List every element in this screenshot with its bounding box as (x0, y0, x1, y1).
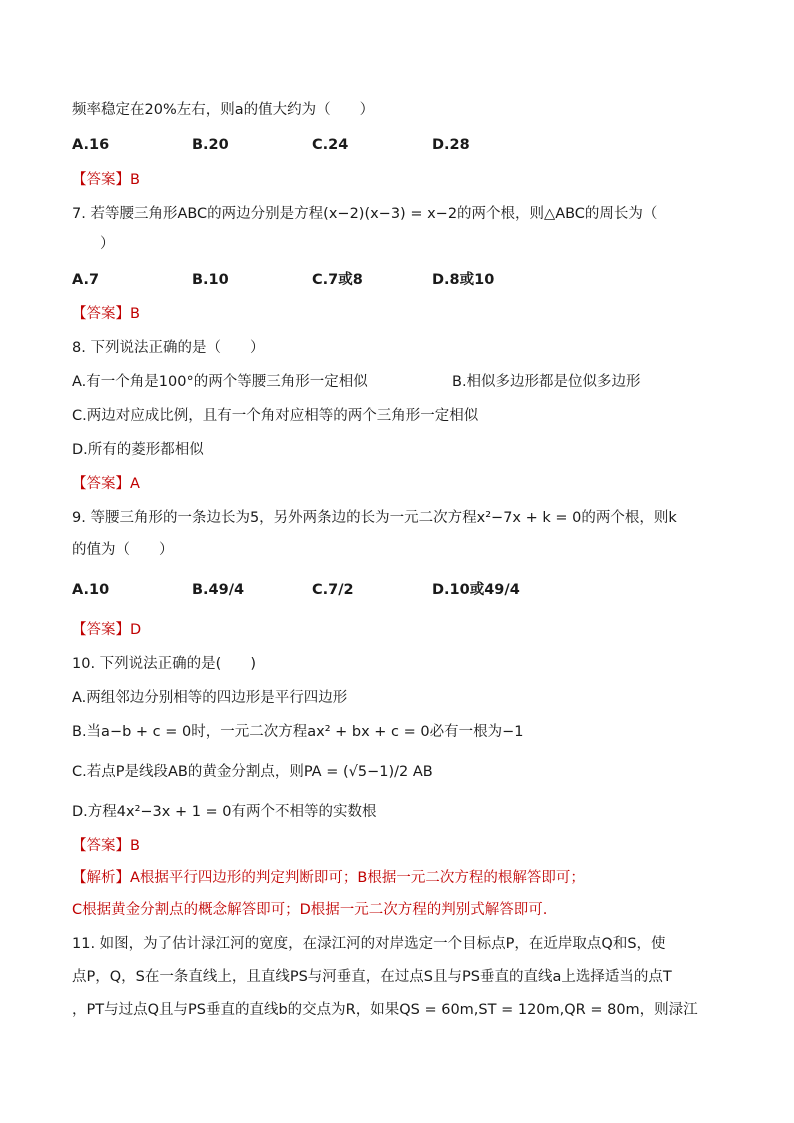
q7-stem-line2: ） (100, 236, 115, 252)
q6-option-a: A.16 (72, 137, 110, 153)
q9-option-d: D.10或49/4 (432, 582, 520, 598)
q7-option-c: C.7或8 (312, 272, 363, 288)
q8-option-b: B.相似多边形都是位似多边形 (452, 374, 641, 390)
q6-stem-tail: 频率稳定在20%左右，则a的值大约为（ ） (72, 102, 375, 118)
q10-stem: 10. 下列说法正确的是( ) (72, 656, 256, 672)
q9-stem-line1: 9. 等腰三角形的一条边长为5，另外两条边的长为一元二次方程x²−7x + k = 0的两个根，则k (72, 510, 677, 526)
q10-option-b: B.当a−b + c = 0时，一元二次方程ax² + bx + c = 0必有一根为−1 (72, 724, 524, 740)
q8-option-a: A.有一个角是100°的两个等腰三角形一定相似 (72, 374, 368, 390)
q8-option-d: D.所有的菱形都相似 (72, 442, 204, 458)
q10-analysis-line1: 【解析】A根据平行四边形的判定判断即可；B根据一元二次方程的根解答即可； (72, 870, 585, 886)
q6-option-b: B.20 (192, 137, 229, 153)
q6-option-d: D.28 (432, 137, 470, 153)
q11-stem-line1: 11. 如图，为了估计渌江河的宽度，在渌江河的对岸选定一个目标点P，在近岸取点Q和S，使 (72, 936, 666, 952)
q10-option-d: D.方程4x²−3x + 1 = 0有两个不相等的实数根 (72, 804, 377, 820)
q8-answer: 【答案】A (72, 476, 140, 492)
q8-option-c: C.两边对应成比例，且有一个角对应相等的两个三角形一定相似 (72, 408, 479, 424)
q7-option-a: A.7 (72, 272, 100, 288)
q11-stem-line3: ，PT与过点Q且与PS垂直的直线b的交点为R，如果QS = 60m,ST = 120m,QR = 80m，则渌江 (72, 1002, 698, 1018)
q10-option-c: C.若点P是线段AB的黄金分割点，则PA = (√5−1)/2 AB (72, 764, 433, 780)
q8-stem: 8. 下列说法正确的是（ ） (72, 340, 265, 356)
q10-answer: 【答案】B (72, 838, 140, 854)
q7-option-b: B.10 (192, 272, 229, 288)
q9-option-b: B.49/4 (192, 582, 245, 598)
q11-stem-line2: 点P，Q，S在一条直线上，且直线PS与河垂直，在过点S且与PS垂直的直线a上选择适当的点T (72, 969, 672, 985)
q9-option-a: A.10 (72, 582, 110, 598)
q9-stem-line2: 的值为（ ） (72, 542, 174, 558)
q10-option-a: A.两组邻边分别相等的四边形是平行四边形 (72, 690, 348, 706)
q7-option-d: D.8或10 (432, 272, 495, 288)
q7-answer: 【答案】B (72, 306, 140, 322)
q9-answer: 【答案】D (72, 622, 142, 638)
q10-analysis-line2: C根据黄金分割点的概念解答即可；D根据一元二次方程的判别式解答即可. (72, 902, 548, 918)
q7-stem-line1: 7. 若等腰三角形ABC的两边分别是方程(x−2)(x−3) = x−2的两个根，则△ABC的周长为（ (72, 206, 658, 222)
q6-answer: 【答案】B (72, 172, 140, 188)
q9-option-c: C.7/2 (312, 582, 354, 598)
q6-option-c: C.24 (312, 137, 349, 153)
